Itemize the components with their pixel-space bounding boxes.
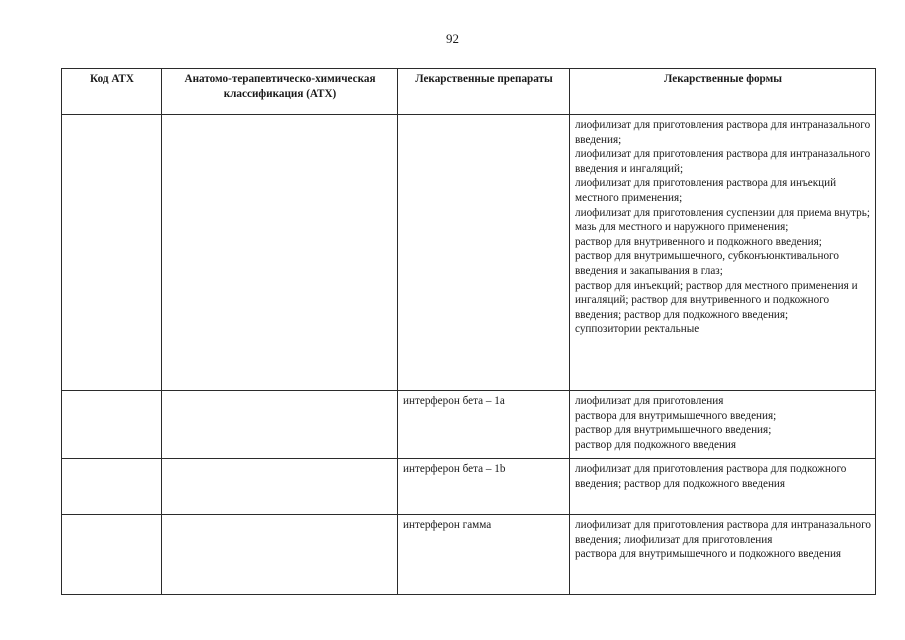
- header-dosage-forms: Лекарственные формы: [570, 69, 876, 115]
- cell-atx-classification: [162, 515, 398, 595]
- dosage-form-line: раствор для внутримышечного, субконъюнктивального введения и закапывания в глаз;: [575, 250, 839, 277]
- cell-drug-name: интерферон бета – 1b: [398, 459, 570, 515]
- dosage-form-line: раствора для внутримышечного введения;: [575, 409, 777, 422]
- dosage-form-line: лиофилизат для приготовления раствора для подкожного введения; раствор для подкожного введения: [575, 463, 847, 490]
- cell-dosage-forms: [570, 115, 876, 391]
- cell-atx-code: [62, 459, 162, 515]
- dosage-form-line: лиофилизат для приготовления раствора для инъекций местного применения;: [575, 177, 837, 204]
- cell-atx-code: [62, 515, 162, 595]
- cell-atx-classification: [162, 459, 398, 515]
- dosage-form-line: лиофилизат для приготовления раствора для интраназального введения; лиофилизат для приготовления: [575, 519, 871, 546]
- header-drugs: Лекарственные препараты: [398, 69, 570, 115]
- dosage-form-line: суппозитории ректальные: [575, 323, 700, 336]
- table-row: [62, 459, 876, 515]
- dosage-form-line: лиофилизат для приготовления: [575, 395, 724, 407]
- atx-drug-table: [61, 68, 876, 595]
- dosage-form-line: раствор для внутривенного и подкожного введения;: [575, 235, 822, 248]
- cell-dosage-forms: [570, 515, 876, 595]
- table-row: [62, 515, 876, 595]
- cell-atx-classification: [162, 391, 398, 459]
- cell-atx-code: [62, 391, 162, 459]
- cell-atx-code: [62, 115, 162, 391]
- cell-drug-name: интерферон гамма: [398, 515, 570, 595]
- cell-dosage-forms: [570, 459, 876, 515]
- table-header-row: [62, 69, 876, 115]
- table-row: [62, 391, 876, 459]
- cell-drug-name: [398, 115, 570, 391]
- dosage-form-line: лиофилизат для приготовления суспензии для приема внутрь;: [575, 206, 870, 219]
- cell-atx-classification: [162, 115, 398, 391]
- dosage-form-line: раствор для подкожного введения: [575, 438, 737, 451]
- cell-drug-name: интерферон бета – 1a: [398, 391, 570, 459]
- dosage-form-line: раствор для инъекций; раствор для местного применения и ингаляций; раствор для внутривенного и подкожного введения; раствор для подкожного введения;: [575, 279, 858, 321]
- dosage-form-line: лиофилизат для приготовления раствора для интраназального введения;: [575, 119, 871, 146]
- dosage-form-line: лиофилизат для приготовления раствора для интраназального введения и ингаляций;: [575, 148, 871, 175]
- cell-dosage-forms: [570, 391, 876, 459]
- dosage-form-line: раствор для внутримышечного введения;: [575, 424, 772, 437]
- dosage-form-line: раствора для внутримышечного и подкожного введения: [575, 548, 842, 561]
- header-atx-classification: Анатомо-терапевтическо-химическая классификация (АТХ): [162, 69, 398, 115]
- dosage-form-line: мазь для местного и наружного применения;: [575, 221, 789, 234]
- header-atx-code: Код АТХ: [62, 69, 162, 115]
- table-row: [62, 115, 876, 391]
- page-number: 92: [446, 31, 459, 46]
